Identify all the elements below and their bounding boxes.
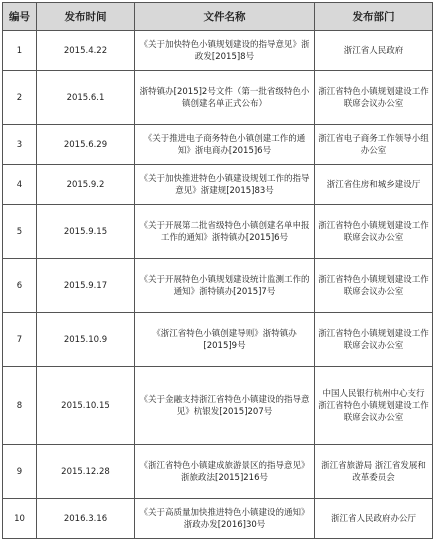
row-department: 浙江省电子商务工作领导小组办公室 — [315, 125, 433, 165]
policy-table — [2, 2, 433, 539]
row-date: 2015.12.28 — [37, 445, 135, 499]
table-row — [3, 165, 433, 205]
row-department: 浙江省旅游局 浙江省发展和改革委员会 — [315, 445, 433, 499]
row-date: 2015.6.1 — [37, 71, 135, 125]
row-title: 浙特镇办[2015]2号文件（第一批省级特色小镇创建名单正式公布） — [135, 71, 315, 125]
row-date: 2015.10.15 — [37, 367, 135, 445]
row-date: 2015.9.15 — [37, 205, 135, 259]
row-number: 8 — [3, 367, 37, 445]
table-row — [3, 31, 433, 71]
row-title: 《关于开展特色小镇规划建设统计监测工作的通知》浙特镇办[2015]7号 — [135, 259, 315, 313]
row-title: 《浙江省特色小镇创建导则》浙特镇办[2015]9号 — [135, 313, 315, 367]
row-department: 浙江省人民政府办公厅 — [315, 499, 433, 539]
row-department: 浙江省住房和城乡建设厅 — [315, 165, 433, 205]
table-row — [3, 445, 433, 499]
row-title: 《关于开展第二批省级特色小镇创建名单申报工作的通知》浙特镇办[2015]6号 — [135, 205, 315, 259]
row-title: 《浙江省特色小镇建成旅游景区的指导意见》浙旅政法[2015]216号 — [135, 445, 315, 499]
table-row — [3, 367, 433, 445]
row-number: 3 — [3, 125, 37, 165]
row-department: 中国人民银行杭州中心支行 浙江省特色小镇规划建设工作联席会议办公室 — [315, 367, 433, 445]
header-number: 编号 — [3, 3, 37, 31]
table-row — [3, 259, 433, 313]
row-date: 2015.4.22 — [37, 31, 135, 71]
table-header-row — [3, 3, 433, 31]
row-title: 《关于加快推进特色小镇建设规划工作的指导意见》浙建规[2015]83号 — [135, 165, 315, 205]
row-department: 浙江省特色小镇规划建设工作联席会议办公室 — [315, 313, 433, 367]
row-number: 4 — [3, 165, 37, 205]
header-department: 发布部门 — [315, 3, 433, 31]
row-title: 《关于加快特色小镇规划建设的指导意见》浙政发[2015]8号 — [135, 31, 315, 71]
header-title: 文件名称 — [135, 3, 315, 31]
row-date: 2015.9.17 — [37, 259, 135, 313]
row-number: 9 — [3, 445, 37, 499]
table-row — [3, 125, 433, 165]
row-date: 2015.10.9 — [37, 313, 135, 367]
row-number: 1 — [3, 31, 37, 71]
row-number: 6 — [3, 259, 37, 313]
row-title: 《关于推进电子商务特色小镇创建工作的通知》浙电商办[2015]6号 — [135, 125, 315, 165]
table-row — [3, 71, 433, 125]
table-row — [3, 205, 433, 259]
row-department: 浙江省特色小镇规划建设工作联席会议办公室 — [315, 205, 433, 259]
row-date: 2016.3.16 — [37, 499, 135, 539]
row-department: 浙江省特色小镇规划建设工作联席会议办公室 — [315, 71, 433, 125]
row-number: 5 — [3, 205, 37, 259]
row-department: 浙江省特色小镇规划建设工作联席会议办公室 — [315, 259, 433, 313]
row-number: 2 — [3, 71, 37, 125]
row-number: 10 — [3, 499, 37, 539]
row-department: 浙江省人民政府 — [315, 31, 433, 71]
table-row — [3, 313, 433, 367]
row-title: 《关于高质量加快推进特色小镇建设的通知》浙政办发[2016]30号 — [135, 499, 315, 539]
row-date: 2015.9.2 — [37, 165, 135, 205]
table-row — [3, 499, 433, 539]
row-title: 《关于金融支持浙江省特色小镇建设的指导意见》杭银发[2015]207号 — [135, 367, 315, 445]
header-date: 发布时间 — [37, 3, 135, 31]
row-date: 2015.6.29 — [37, 125, 135, 165]
row-number: 7 — [3, 313, 37, 367]
